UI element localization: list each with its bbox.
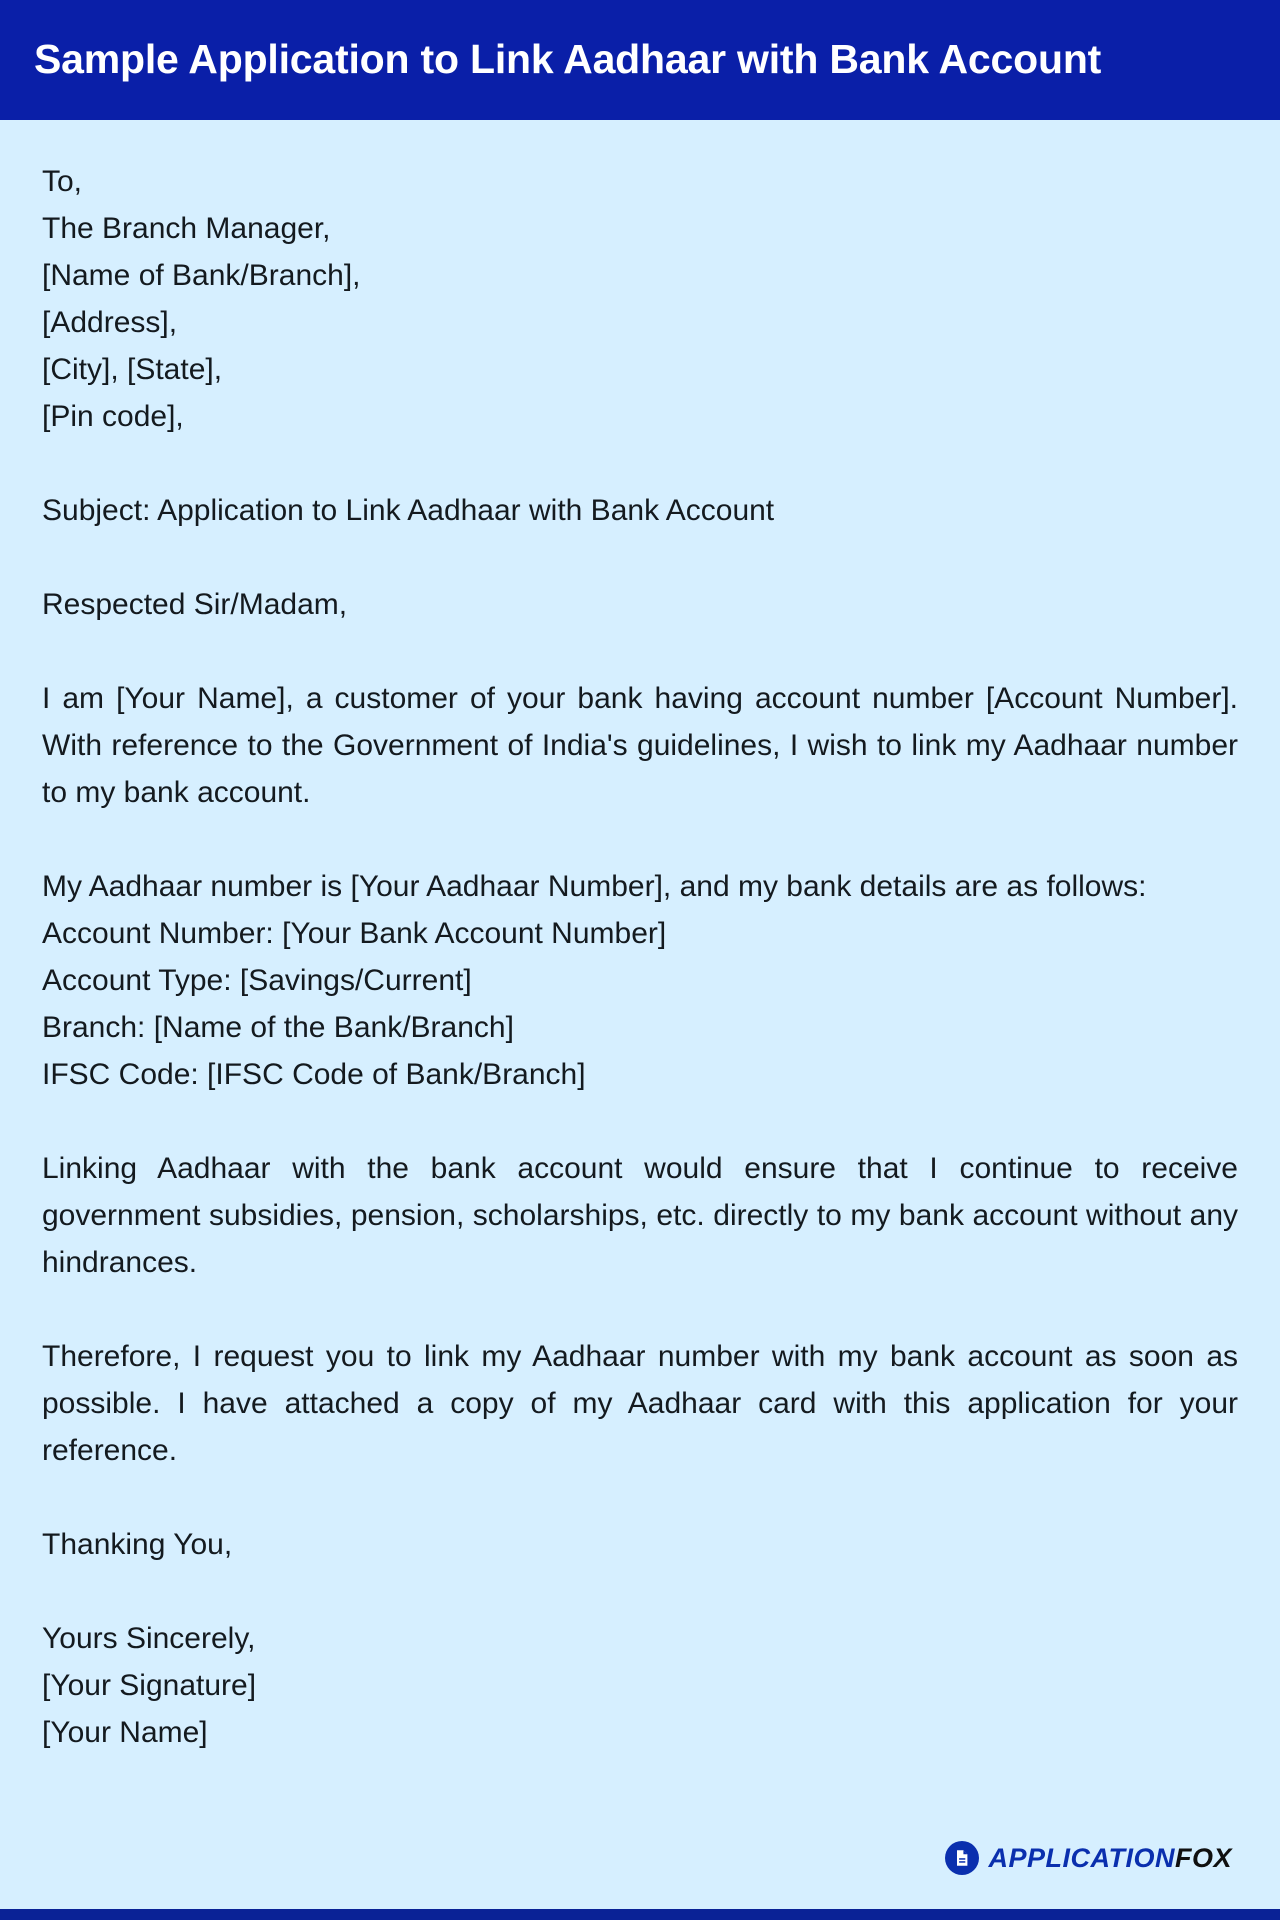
brand-wordmark-primary: APPLICATION	[988, 1842, 1175, 1873]
page-header-banner	[0, 0, 1280, 120]
spacer	[42, 534, 1238, 581]
closing-signature: [Your Signature]	[42, 1669, 257, 1702]
spacer	[42, 1474, 1238, 1521]
paragraph-aadhaar-details: My Aadhaar number is [Your Aadhaar Number], and my bank details are as follows:	[42, 870, 1147, 903]
page-title: Sample Application to Link Aadhaar with Bank Account	[34, 36, 1102, 83]
paragraph-request: Therefore, I request you to link my Aadhaar number with my bank account as soon as possible. I have attached a copy of my Aadhaar card with this application for your reference.	[42, 1340, 1238, 1467]
recipient-address-block	[42, 158, 1238, 440]
paragraph-benefits: Linking Aadhaar with the bank account would ensure that I continue to receive government subsidies, pension, scholarships, etc. directly to my bank account without any hindrances.	[42, 1152, 1238, 1279]
document-circle-icon	[945, 1841, 979, 1875]
spacer	[42, 628, 1238, 675]
bottom-accent-bar	[0, 1909, 1280, 1920]
detail-branch: Branch: [Name of the Bank/Branch]	[42, 1011, 514, 1044]
address-line-city: [City], [State],	[42, 353, 223, 386]
address-line-street: [Address],	[42, 306, 178, 339]
brand-logo	[945, 1841, 1232, 1875]
address-line-pincode: [Pin code],	[42, 400, 184, 433]
address-line-to: To,	[42, 165, 83, 198]
spacer	[42, 1568, 1238, 1615]
brand-wordmark-secondary: FOX	[1174, 1842, 1232, 1873]
spacer	[42, 1098, 1238, 1145]
closing-name: [Your Name]	[42, 1716, 208, 1749]
bank-details-list	[42, 910, 1238, 1098]
detail-account-type: Account Type: [Savings/Current]	[42, 964, 472, 997]
address-line-manager: The Branch Manager,	[42, 212, 331, 245]
subject-line: Subject: Application to Link Aadhaar with Bank Account	[42, 494, 775, 527]
letter-body	[0, 120, 1280, 1909]
closing-sign-off: Yours Sincerely,	[42, 1622, 256, 1655]
signature-block	[42, 1615, 1238, 1756]
detail-account-number: Account Number: [Your Bank Account Number]	[42, 917, 667, 950]
spacer	[42, 1286, 1238, 1333]
brand-wordmark	[988, 1842, 1232, 1873]
salutation-line: Respected Sir/Madam,	[42, 588, 348, 621]
closing-thanks: Thanking You,	[42, 1528, 233, 1561]
spacer	[42, 440, 1238, 487]
spacer	[42, 816, 1238, 863]
paragraph-introduction: I am [Your Name], a customer of your bank having account number [Account Number]. With reference to the Government of India's guidelines, I wish to link my Aadhaar number to my bank account.	[42, 682, 1238, 809]
address-line-bank: [Name of Bank/Branch],	[42, 259, 361, 292]
detail-ifsc-code: IFSC Code: [IFSC Code of Bank/Branch]	[42, 1058, 586, 1091]
